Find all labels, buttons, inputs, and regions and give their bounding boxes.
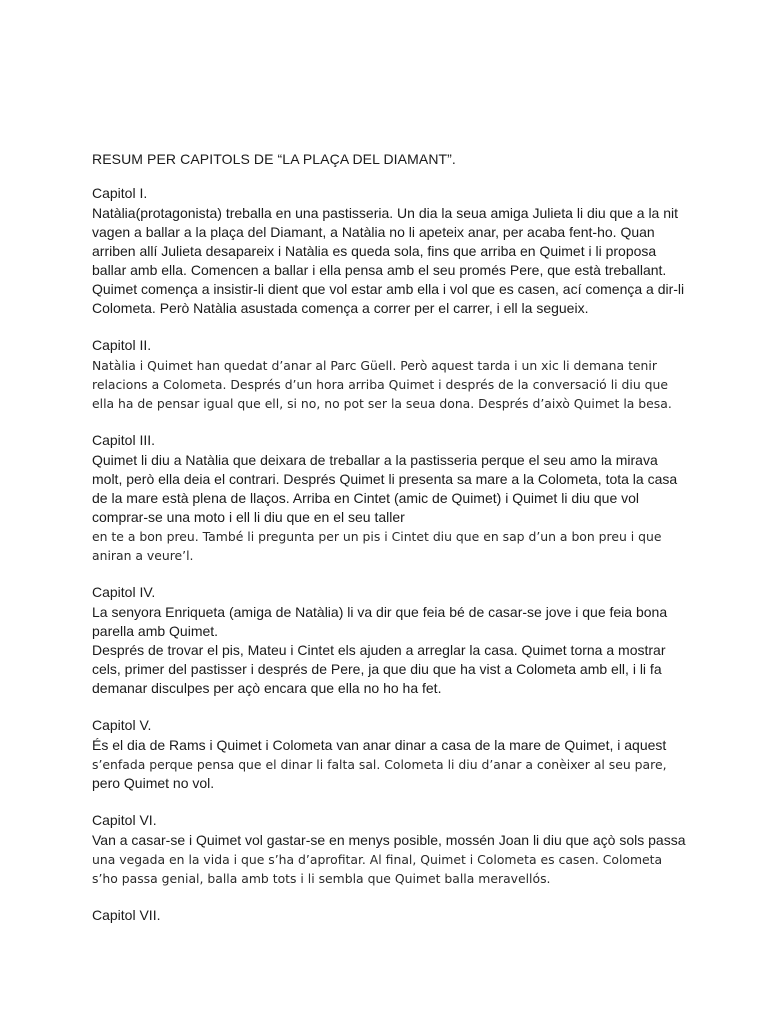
chapter-list [92,184,708,925]
paragraph-line: s’enfada perque pensa que el dinar li falta sal. Colometa li diu d’anar a conèixer al seu pare, [92,757,667,772]
chapter-heading: Capitol IV. [92,584,156,600]
paragraph-line: una vegada en la vida i que s’ha d’aprofitar. Al final, Quimet i Colometa es casen. Colometa [92,852,663,867]
paragraph-line: ella ha de pensar igual que ell, si no, no pot ser la seua dona. Després d’això Quimet la besa. [92,396,672,411]
paragraph-line: ballar amb ella. Comencen a ballar i ella pensa amb el seu promés Pere, que està treballant. [92,262,667,278]
chapter-paragraph [92,356,708,413]
chapter-heading: Capitol I. [92,185,148,201]
paragraph-line: Colometa. Però Natàlia asustada comença a correr per el carrer, i ell la segueix. [92,300,589,316]
paragraph-line: És el dia de Rams i Quimet i Colometa van anar dinar a casa de la mare de Quimet, i aquest [92,737,667,753]
chapter-section [92,336,708,413]
paragraph-line: en te a bon preu. També li pregunta per un pis i Cintet diu que en sap d’un a bon preu i que [92,529,662,544]
paragraph-line: de la mare està plena de llaços. Arriba en Cintet (amic de Quimet) i Quimet li diu que vol [92,490,640,506]
paragraph-line: s’ho passa genial, balla amb tots i li sembla que Quimet balla meravellós. [92,871,551,886]
paragraph-line: cels, primer del pastisser i després de Pere, ja que diu que ha vist a Colometa amb ell, i li fa [92,661,662,677]
chapter-section [92,184,708,318]
chapter-paragraph [92,831,708,888]
paragraph-line: La senyora Enriqueta (amiga de Natàlia) li va dir que feia bé de casar-se jove i que feia bona [92,604,668,620]
chapter-paragraph [92,451,708,565]
paragraph-line: molt, però ella deia el contrari. Després Quimet li presenta sa mare a la Colometa, tota la casa [92,471,678,487]
paragraph-line: arriben allí Julieta desapareix i Natàlia es queda sola, fins que arriba en Quimet i li proposa [92,243,657,259]
paragraph-line: demanar disculpes per açò encara que ella no ho ha fet. [92,680,442,696]
chapter-section [92,906,708,925]
chapter-section [92,811,708,888]
chapter-paragraph [92,736,708,793]
paragraph-line: Després de trovar el pis, Mateu i Cintet els ajuden a arreglar la casa. Quimet torna a mostrar [92,642,666,658]
chapter-heading: Capitol II. [92,337,152,353]
chapter-heading: Capitol V. [92,717,152,733]
paragraph-line: pero Quimet no vol. [92,775,215,791]
chapter-heading: Capitol VII. [92,907,161,923]
paragraph-line: Quimet li diu a Natàlia que deixara de treballar a la pastisseria perque el seu amo la mirava [92,452,658,468]
paragraph-line: Natàlia i Quimet han quedat d’anar al Parc Güell. Però aquest tarda i un xic li demana tenir [92,358,657,373]
paragraph-line: comprar-se una moto i ell li diu que en el seu taller [92,509,405,525]
chapter-section [92,431,708,565]
chapter-heading: Capitol III. [92,432,156,448]
chapter-heading: Capitol VI. [92,812,157,828]
paragraph-line: aniran a veure’l. [92,548,194,563]
chapter-paragraph [92,603,708,698]
chapter-paragraph [92,204,708,318]
paragraph-line: Natàlia(protagonista) treballa en una pastisseria. Un dia la seua amiga Julieta li diu que a la nit [92,205,679,221]
paragraph-line: vagen a ballar a la plaça del Diamant, a Natàlia no li apeteix anar, per acaba fent-ho. Quan [92,224,655,240]
paragraph-line: relacions a Colometa. Després d’un hora arriba Quimet i després de la conversació li diu que [92,377,668,392]
paragraph-line: Van a casar-se i Quimet vol gastar-se en menys posible, mossén Joan li diu que açò sols passa [92,832,686,848]
paragraph-line: Quimet comença a insistir-li dient que vol estar amb ella i vol que es casen, ací comença a dir-li [92,281,685,297]
chapter-section [92,583,708,698]
paragraph-line: parella amb Quimet. [92,623,219,639]
chapter-section [92,716,708,793]
document-title: RESUM PER CAPITOLS DE “LA PLAÇA DEL DIAMANT”. [92,151,456,167]
